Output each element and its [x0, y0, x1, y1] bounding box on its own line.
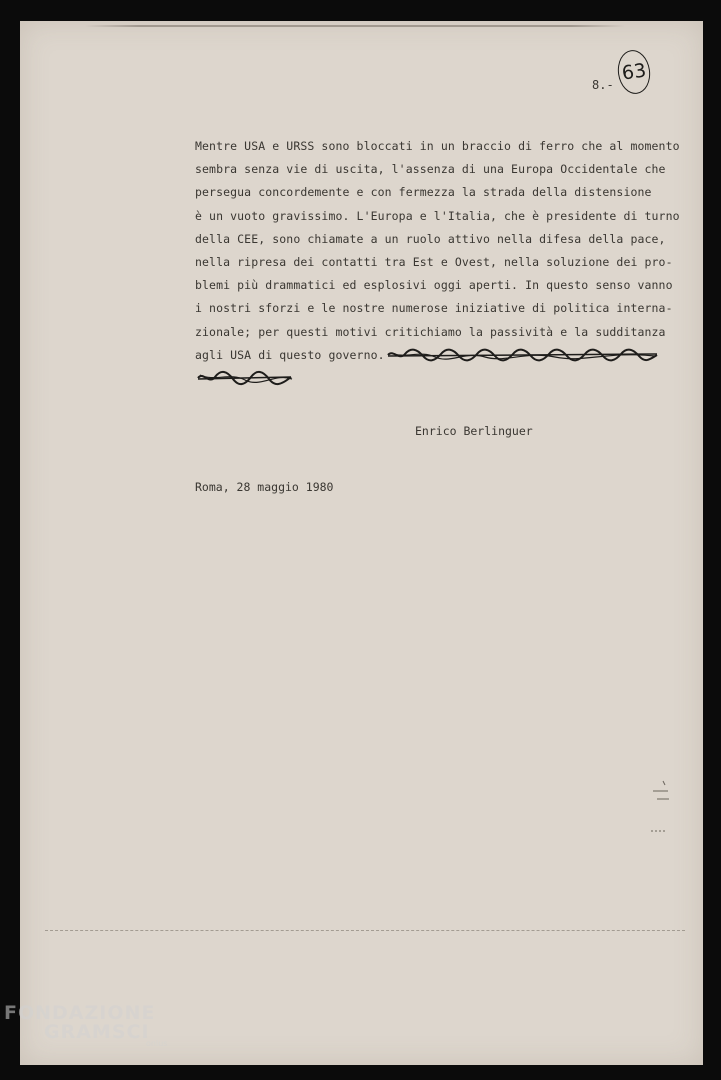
date-line: Roma, 28 maggio 1980	[195, 480, 334, 494]
watermark-line2: GRAMSCI	[44, 1021, 150, 1043]
text-line: blemi più drammatici ed esplosivi oggi aperti. In questo senso vanno	[195, 278, 673, 293]
text-line: i nostri sforzi e le nostre numerose iniziative di politica interna-	[195, 301, 673, 316]
archive-number-circled	[615, 48, 653, 96]
text-line-struck	[195, 367, 675, 390]
margin-pencil-marks	[643, 751, 683, 841]
text-line: Mentre USA e URSS sono bloccati in un braccio di ferro che al momento	[195, 139, 680, 153]
body-text	[195, 135, 680, 390]
bottom-rule	[45, 930, 685, 932]
strikeout-scribble	[385, 348, 660, 362]
text-line: è un vuoto gravissimo. L'Europa e l'Italia, che è presidente di turno	[195, 208, 680, 223]
watermark-logo	[4, 1002, 167, 1048]
document-page	[20, 21, 703, 1065]
strikeout-scribble	[195, 370, 295, 386]
watermark-sub: onlus	[146, 1039, 168, 1048]
text-line: della CEE, sono chiamate a un ruolo attivo nella difesa della pace,	[195, 231, 666, 246]
text-line: persegua concordemente e con fermezza la strada della distensione	[195, 185, 652, 200]
top-rule	[85, 25, 625, 27]
last-line-text: agli USA di questo governo.	[195, 347, 385, 362]
page-number: 8.-	[592, 78, 614, 92]
text-line: nella ripresa dei contatti tra Est e Ovest, nella soluzione dei pro-	[195, 254, 673, 269]
archive-number-text: 63	[620, 59, 648, 85]
text-line: zionale; per questi motivi critichiamo la passività e la sudditanza	[195, 324, 666, 339]
signature: Enrico Berlinguer	[415, 424, 533, 438]
text-line-last	[195, 344, 675, 367]
watermark-line1: FONDAZIONE	[4, 1002, 156, 1024]
text-line: sembra senza vie di uscita, l'assenza di una Europa Occidentale che	[195, 162, 666, 177]
